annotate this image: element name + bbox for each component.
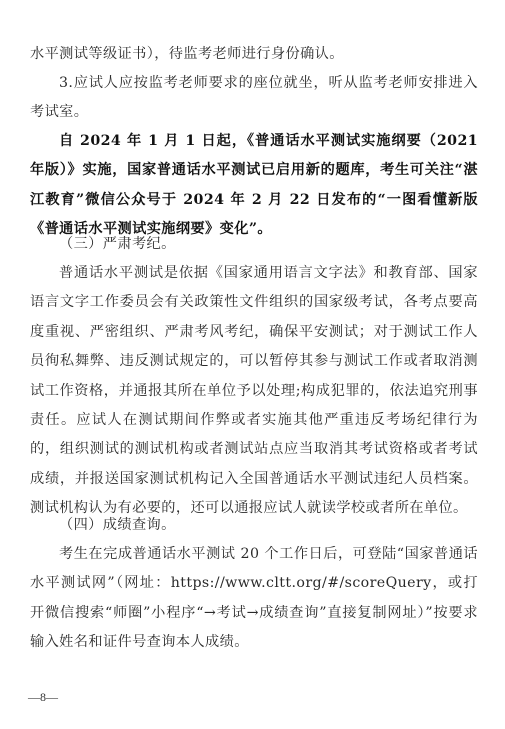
- paragraph-continuation: 水平测试等级证书），待监考老师进行身份确认。: [30, 46, 344, 62]
- section-heading-discipline: （三）严肃考纪。: [59, 236, 176, 252]
- section-heading-score-query: （四）成绩查询。: [59, 517, 176, 533]
- paragraph-new-syllabus-notice: 自 2024 年 1 月 1 日起，《普通话水平测试实施纲要（2021年版）》实施，国家普通话水平测试已启用新的题库，考生可关注“湛江教育”微信公众号于 2024 年 2 月 22 日发布的“一图看懂新版《普通话水平测试实施纲要》变化”。: [30, 133, 478, 238]
- paragraph-score-query: 考生在完成普通话水平测试 20 个工作日后，可登陆“国家普通话水平测试网”（网址：https://www.cltt.org/#/scoreQuery，或打开微信搜索“师圈”小程序“→考试→成绩查询”直接复制网址）”按要求输入姓名和证件号查询本人成绩。: [30, 546, 478, 651]
- paragraph-seating-rule: 3.应试人应按监考老师要求的座位就坐，听从监考老师安排进入考试室。: [30, 75, 478, 121]
- page-number: —8—: [28, 690, 58, 704]
- paragraph-discipline: 普通话水平测试是依据《国家通用语言文字法》和教育部、国家语言文字工作委员会有关政策性文件组织的国家级考试，各考点要高度重视、严密组织、严肃考风考纪，确保平安测试；对于测试工作人员徇私舞弊、违反测试规定的，可以暂停其参与测试工作或者取消测试工作资格，并通报其所在单位予以处理;构成犯罪的，依法追究刑事责任。应试人在测试期间作弊或者实施其他严重违反考场纪律行为的，组织测试的测试机构或者测试站点应当取消其考试资格或者考试成绩，并报送国家测试机构记入全国普通话水平测试违纪人员档案。测试机构认为有必要的，还可以通报应试人就读学校或者所在单位。: [30, 265, 478, 517]
